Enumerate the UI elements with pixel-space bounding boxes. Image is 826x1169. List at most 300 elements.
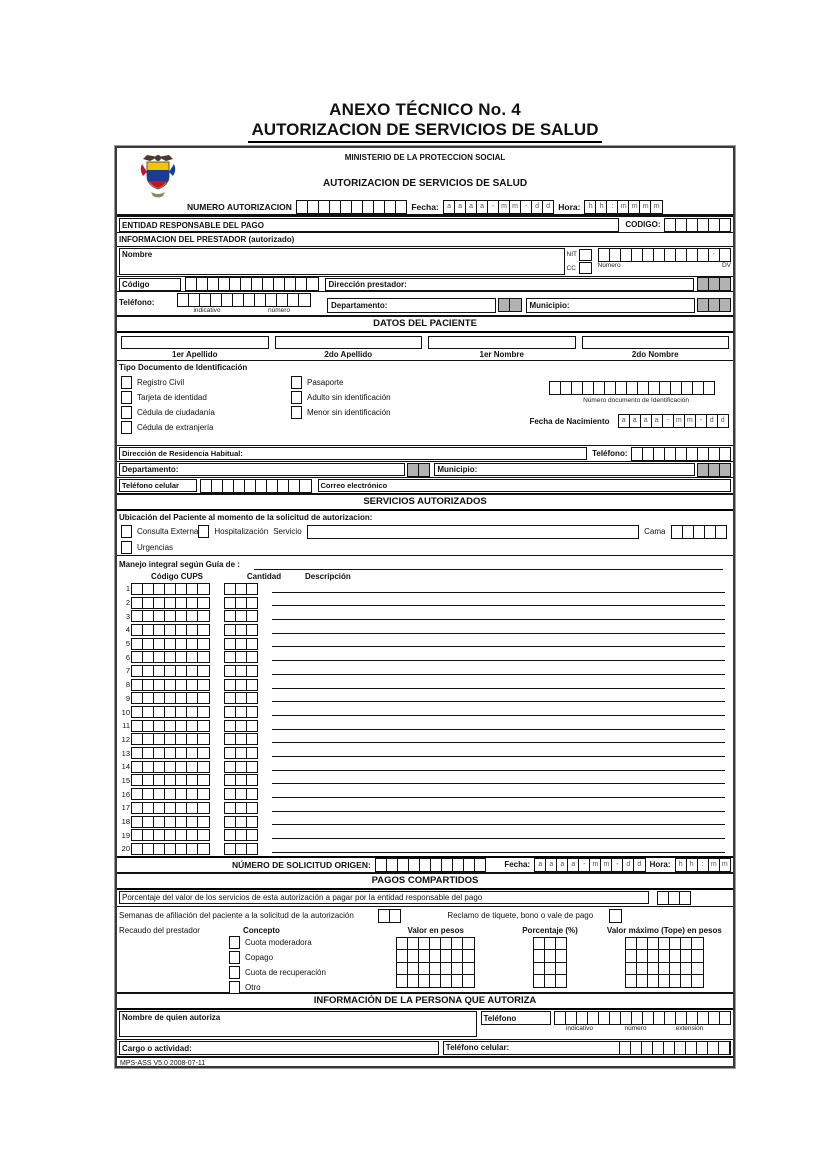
input-cell[interactable]: d — [706, 414, 719, 428]
input-cell[interactable]: m — [617, 200, 630, 214]
cantidad-input — [224, 665, 259, 677]
input-cell[interactable] — [197, 692, 210, 704]
input-cell[interactable] — [197, 706, 210, 718]
tipo-doc-area — [117, 374, 733, 446]
nombre-autoriza-input[interactable]: Nombre de quien autoriza — [119, 1011, 477, 1037]
correo-input[interactable]: Correo electrónico — [318, 479, 732, 492]
checkbox[interactable] — [229, 951, 240, 964]
input-cell[interactable] — [197, 733, 210, 745]
reclamo-label: Reclamo de tiquete, bono o vale de pago — [447, 911, 594, 921]
input-cell[interactable]: - — [487, 200, 500, 214]
paciente-departamento-input[interactable]: Departamento: — [119, 463, 405, 476]
nit-checkbox[interactable] — [579, 249, 592, 261]
authorization-number-row — [117, 200, 733, 214]
descripcion-line[interactable] — [272, 852, 725, 853]
cantidad-input — [224, 583, 259, 595]
input-cell[interactable] — [306, 277, 319, 291]
direccion-residencia-input[interactable]: Dirección de Residencia Habitual: — [119, 447, 587, 460]
solicitud-hora-input — [675, 858, 732, 872]
row-number: 3 — [125, 611, 130, 621]
input-cell[interactable] — [246, 638, 259, 650]
doc-title: ANEXO TÉCNICO No. 4 — [329, 100, 521, 119]
input-cell[interactable] — [197, 610, 210, 622]
prestador-nombre-row — [117, 247, 733, 277]
input-cell[interactable]: a — [567, 858, 580, 872]
row-number: 8 — [125, 680, 130, 690]
checkbox-option — [291, 405, 461, 420]
grid-row — [625, 974, 704, 988]
service-row — [117, 719, 733, 733]
input-cell[interactable]: m — [589, 858, 602, 872]
input-cell[interactable] — [246, 829, 259, 841]
input-cell[interactable] — [197, 829, 210, 841]
prestador-municipio-code — [697, 298, 732, 312]
input-cell[interactable] — [246, 692, 259, 704]
input-cell[interactable] — [246, 843, 259, 855]
col-cantidad-label: Cantidad — [246, 572, 282, 581]
celular-autoriza-input — [619, 1041, 731, 1055]
segundo-apellido-input[interactable] — [275, 336, 423, 349]
descripcion-line[interactable] — [272, 783, 725, 784]
cups-code-input — [131, 774, 210, 786]
cantidad-input — [224, 774, 259, 786]
tope-block — [598, 926, 731, 989]
cups-code-input — [131, 597, 210, 609]
checkbox-option — [121, 420, 291, 435]
input-cell[interactable]: d — [622, 858, 635, 872]
nit-label: NIT — [566, 251, 577, 259]
checkbox[interactable] — [121, 391, 132, 404]
direccion-code-input — [697, 277, 732, 291]
input-cell[interactable]: m — [650, 200, 663, 214]
input-cell[interactable]: a — [443, 200, 456, 214]
entidad-codigo-input — [664, 218, 732, 232]
row-number: 9 — [125, 693, 130, 703]
prestador-telefono-input — [177, 293, 321, 307]
cantidad-input — [224, 788, 259, 800]
input-cell[interactable] — [246, 610, 259, 622]
checkbox[interactable] — [291, 376, 302, 389]
entidad-label[interactable]: ENTIDAD RESPONSABLE DEL PAGO — [119, 218, 619, 232]
checkbox-label: Tarjeta de identidad — [137, 393, 207, 402]
prestador-departamento-input[interactable]: Departamento: — [327, 298, 496, 313]
input-cell[interactable] — [246, 720, 259, 732]
input-cell[interactable] — [197, 583, 210, 595]
descripcion-line[interactable] — [272, 674, 725, 675]
segundo-nombre-input[interactable] — [582, 336, 730, 349]
input-cell[interactable] — [299, 479, 312, 493]
input-cell[interactable] — [246, 747, 259, 759]
input-cell[interactable] — [197, 624, 210, 636]
checkbox-label: Pasaporte — [307, 378, 344, 387]
input-cell[interactable] — [246, 665, 259, 677]
input-cell[interactable] — [246, 788, 259, 800]
prestador-dv-label: DV — [721, 262, 731, 269]
descripcion-line[interactable] — [272, 688, 725, 689]
checkbox-option — [229, 950, 369, 965]
descripcion-line[interactable] — [272, 811, 725, 812]
numero-doc-input — [549, 381, 716, 395]
input-cell[interactable] — [197, 802, 210, 814]
input-cell[interactable] — [197, 761, 210, 773]
paciente-municipio-input[interactable]: Municipio: — [434, 463, 694, 476]
segundo-apellido-label: 2do Apellido — [324, 350, 373, 359]
input-cell[interactable] — [197, 720, 210, 732]
paciente-name-labels — [117, 349, 733, 361]
input-cell[interactable] — [246, 597, 259, 609]
reclamo-input — [609, 909, 622, 923]
cups-code-input — [131, 802, 210, 814]
primer-apellido-input[interactable] — [121, 336, 269, 349]
input-cell[interactable] — [197, 679, 210, 691]
descripcion-line[interactable] — [272, 646, 725, 647]
input-cell[interactable] — [679, 891, 692, 905]
input-cell[interactable] — [395, 200, 408, 214]
input-cell[interactable] — [197, 638, 210, 650]
checkbox-label: Registro Civil — [137, 378, 185, 387]
checkbox[interactable] — [121, 525, 132, 538]
checkbox[interactable] — [229, 966, 240, 979]
concepto-block — [229, 926, 369, 995]
form-header — [117, 148, 733, 216]
solicitud-origen-row — [117, 856, 733, 873]
servicio-label: Servicio — [273, 527, 302, 536]
cargo-row — [117, 1040, 733, 1057]
service-row — [117, 733, 733, 747]
numero-doc-label: Número documento de Identificación — [583, 397, 689, 404]
cantidad-input — [224, 706, 259, 718]
input-cell[interactable] — [691, 974, 704, 988]
checkbox-label: Hospitalización — [214, 527, 269, 536]
input-cell[interactable] — [197, 843, 210, 855]
porcentaje-row — [117, 890, 733, 907]
descripcion-line[interactable] — [272, 838, 725, 839]
autoriza-numero-label: número — [624, 1024, 647, 1032]
service-row — [117, 582, 733, 596]
service-row — [117, 650, 733, 664]
input-cell[interactable]: m — [673, 414, 686, 428]
input-cell[interactable] — [509, 298, 522, 312]
valor-label: Valor en pesos — [407, 925, 464, 935]
input-cell[interactable] — [719, 1011, 732, 1025]
valor-block — [369, 926, 502, 989]
input-cell[interactable]: - — [520, 200, 533, 214]
cups-code-input — [131, 733, 210, 745]
cups-code-input — [131, 747, 210, 759]
indicativo-label: indicativo — [193, 307, 221, 314]
input-cell[interactable]: m — [628, 200, 641, 214]
input-cell[interactable]: d — [633, 858, 646, 872]
input-cell[interactable] — [719, 447, 732, 461]
input-cell[interactable]: d — [531, 200, 544, 214]
cups-code-input — [131, 665, 210, 677]
input-cell[interactable] — [719, 277, 732, 291]
cantidad-input — [224, 651, 259, 663]
input-cell[interactable]: a — [465, 200, 478, 214]
input-cell[interactable]: m — [719, 858, 732, 872]
checkbox[interactable] — [229, 936, 240, 949]
paciente-telefono-input — [631, 447, 732, 461]
row-number: 10 — [121, 707, 130, 717]
semanas-input — [378, 909, 402, 923]
checkbox-label: Cuota de recuperación — [245, 967, 326, 977]
input-cell[interactable] — [246, 802, 259, 814]
cups-code-input — [131, 692, 210, 704]
porcentaje-input — [657, 891, 692, 905]
prestador-telefono-label: Teléfono: — [119, 298, 155, 307]
prestador-municipio-input[interactable]: Municipio: — [526, 298, 695, 313]
checkbox-option — [121, 390, 291, 405]
input-cell[interactable]: m — [509, 200, 522, 214]
checkbox[interactable] — [121, 376, 132, 389]
input-cell[interactable]: h — [675, 858, 688, 872]
checkbox-label: Adulto sin identificación — [307, 393, 391, 402]
input-cell[interactable] — [389, 909, 402, 923]
input-cell[interactable]: h — [686, 858, 699, 872]
cargo-input[interactable]: Cargo o actividad: — [119, 1041, 439, 1055]
manejo-label: Manejo integral según Guía de : — [119, 559, 240, 569]
prestador-nombre-input[interactable]: Nombre — [119, 248, 565, 275]
cups-code-input — [131, 624, 210, 636]
checkbox[interactable] — [121, 421, 132, 434]
prestador-telefono-block — [177, 293, 321, 314]
prestador-numero-input — [598, 248, 732, 262]
prestador-telefono-row — [117, 292, 733, 316]
checkbox-option — [121, 540, 173, 555]
paciente-departamento-code — [407, 463, 431, 477]
service-row — [117, 828, 733, 842]
service-table — [117, 582, 733, 856]
input-cell[interactable]: - — [695, 414, 708, 428]
descripcion-line[interactable] — [272, 592, 725, 593]
numero-autorizacion-label: NUMERO AUTORIZACION — [187, 202, 292, 212]
cups-code-input — [131, 720, 210, 732]
cantidad-input — [224, 610, 259, 622]
valor-grid — [396, 937, 475, 989]
input-cell[interactable] — [197, 816, 210, 828]
service-row — [117, 678, 733, 692]
input-cell[interactable] — [718, 1041, 731, 1055]
descripcion-line[interactable] — [272, 605, 725, 606]
descripcion-line[interactable] — [272, 742, 725, 743]
input-cell[interactable] — [474, 858, 487, 872]
row-number: 18 — [121, 817, 130, 827]
input-cell[interactable] — [246, 761, 259, 773]
input-cell[interactable]: m — [600, 858, 613, 872]
input-cell[interactable]: - — [578, 858, 591, 872]
autoriza-nombre-row — [117, 1010, 733, 1040]
checkbox[interactable] — [291, 391, 302, 404]
row-number: 20 — [121, 844, 130, 854]
input-cell[interactable] — [246, 774, 259, 786]
cups-code-input — [131, 651, 210, 663]
descripcion-line[interactable] — [272, 797, 725, 798]
input-cell[interactable]: : — [697, 858, 710, 872]
row-number: 12 — [121, 734, 130, 744]
porcentaje-col-label: Porcentaje (%) — [522, 925, 578, 935]
checkbox[interactable] — [121, 541, 132, 554]
service-row — [117, 596, 733, 610]
autoriza-indicativo-label: indicativo — [565, 1024, 594, 1032]
input-cell[interactable] — [609, 909, 622, 923]
cups-code-input — [131, 706, 210, 718]
checkbox-option — [291, 375, 461, 390]
service-row — [117, 692, 733, 706]
input-cell[interactable]: a — [556, 858, 569, 872]
input-cell[interactable] — [298, 293, 311, 307]
input-cell[interactable] — [246, 624, 259, 636]
checkbox[interactable] — [198, 525, 209, 538]
cama-label: Cama — [644, 527, 666, 536]
input-cell[interactable]: m — [639, 200, 652, 214]
prestador-codigo-label: Código — [119, 278, 181, 291]
recaudo-block — [117, 925, 733, 993]
service-row — [117, 815, 733, 829]
input-cell[interactable] — [246, 651, 259, 663]
descripcion-line[interactable] — [272, 633, 725, 634]
descripcion-line[interactable] — [272, 824, 725, 825]
ubicacion-label: Ubicación del Paciente al momento de la solicitud de autorizacion: — [119, 512, 373, 522]
input-cell[interactable]: m — [708, 858, 721, 872]
descripcion-line[interactable] — [272, 756, 725, 757]
checkbox[interactable] — [291, 406, 302, 419]
row-number: 13 — [121, 748, 130, 758]
input-cell[interactable] — [719, 218, 732, 232]
col-cups-label: Código CUPS — [151, 572, 203, 581]
input-cell[interactable]: - — [662, 414, 675, 428]
checkbox[interactable] — [121, 406, 132, 419]
input-cell[interactable] — [555, 974, 568, 988]
numero-autorizacion-input — [296, 200, 408, 214]
service-row — [117, 801, 733, 815]
input-cell[interactable]: a — [629, 414, 642, 428]
input-cell[interactable]: h — [595, 200, 608, 214]
cantidad-input — [224, 802, 259, 814]
input-cell[interactable] — [197, 774, 210, 786]
col-descripcion-label: Descripción — [305, 572, 351, 581]
input-cell[interactable] — [719, 298, 732, 312]
descripcion-line[interactable] — [272, 701, 725, 702]
service-row — [117, 787, 733, 801]
doc-types-col2 — [291, 375, 461, 420]
input-cell[interactable] — [418, 463, 431, 477]
doc-types-col1 — [121, 375, 291, 435]
input-cell[interactable] — [197, 788, 210, 800]
input-cell[interactable] — [246, 733, 259, 745]
checkbox-option — [121, 405, 291, 420]
service-row — [117, 609, 733, 623]
tope-grid — [625, 937, 704, 989]
input-cell[interactable]: a — [476, 200, 489, 214]
input-cell[interactable] — [197, 597, 210, 609]
input-cell[interactable]: a — [545, 858, 558, 872]
porcentaje-grid — [533, 937, 568, 989]
input-cell[interactable] — [197, 665, 210, 677]
service-row — [117, 760, 733, 774]
paciente-name-inputs — [117, 333, 733, 349]
input-cell[interactable]: a — [640, 414, 653, 428]
primer-apellido-label: 1er Apellido — [172, 350, 218, 359]
form-title: AUTORIZACION DE SERVICIOS DE SALUD — [322, 178, 528, 189]
descripcion-line[interactable] — [272, 770, 725, 771]
input-cell[interactable] — [246, 583, 259, 595]
prestador-numero-label: Número — [597, 262, 621, 269]
cantidad-input — [224, 761, 259, 773]
input-cell[interactable]: h — [584, 200, 597, 214]
cantidad-input — [224, 843, 259, 855]
cantidad-input — [224, 692, 259, 704]
cantidad-input — [224, 733, 259, 745]
input-cell[interactable]: m — [498, 200, 511, 214]
input-cell[interactable]: m — [684, 414, 697, 428]
descripcion-line[interactable] — [272, 729, 725, 730]
cc-checkbox[interactable] — [579, 262, 592, 274]
segundo-nombre-label: 2do Nombre — [631, 350, 679, 359]
checkbox-label: Menor sin identificación — [307, 408, 391, 417]
cantidad-input — [224, 638, 259, 650]
input-cell[interactable] — [462, 974, 475, 988]
service-table-header — [117, 572, 733, 582]
celular-autoriza-label: Teléfono celular: — [445, 1043, 510, 1053]
input-cell[interactable] — [719, 248, 732, 262]
cups-code-input — [131, 816, 210, 828]
service-row — [117, 623, 733, 637]
input-cell[interactable] — [246, 816, 259, 828]
tope-label: Valor máximo (Tope) en pesos — [606, 925, 722, 935]
manejo-input-line[interactable] — [254, 569, 723, 570]
descripcion-line[interactable] — [272, 619, 725, 620]
row-number: 11 — [122, 721, 130, 731]
input-cell[interactable]: a — [651, 414, 664, 428]
row-number: 14 — [121, 762, 130, 772]
primer-nombre-input[interactable] — [428, 336, 576, 349]
input-cell[interactable] — [197, 651, 210, 663]
input-cell[interactable] — [246, 706, 259, 718]
concepto-label: Concepto — [243, 925, 280, 935]
servicio-input[interactable] — [307, 525, 640, 539]
authorization-form — [115, 146, 735, 1068]
input-cell[interactable]: a — [454, 200, 467, 214]
input-cell[interactable]: - — [611, 858, 624, 872]
input-cell[interactable]: - — [708, 248, 721, 262]
input-cell[interactable] — [715, 525, 728, 539]
input-cell[interactable] — [197, 747, 210, 759]
input-cell[interactable]: a — [534, 858, 547, 872]
direccion-prestador-input[interactable]: Dirección prestador: — [325, 278, 694, 291]
cups-code-input — [131, 788, 210, 800]
input-cell[interactable] — [703, 381, 716, 395]
descripcion-line[interactable] — [272, 715, 725, 716]
input-cell[interactable]: : — [606, 200, 619, 214]
row-number: 2 — [125, 598, 130, 608]
service-row — [117, 746, 733, 760]
input-cell[interactable] — [719, 463, 732, 477]
input-cell[interactable]: d — [542, 200, 555, 214]
cups-code-input — [131, 638, 210, 650]
row-number: 15 — [121, 775, 130, 785]
input-cell[interactable]: d — [717, 414, 730, 428]
cups-code-input — [131, 610, 210, 622]
service-row — [117, 705, 733, 719]
descripcion-line[interactable] — [272, 660, 725, 661]
row-number: 4 — [125, 625, 130, 635]
checkbox-label: Cédula de extranjería — [137, 423, 214, 432]
input-cell[interactable]: a — [618, 414, 631, 428]
cups-code-input — [131, 583, 210, 595]
input-cell[interactable] — [246, 679, 259, 691]
grid-row — [533, 974, 568, 988]
hora-input — [584, 200, 663, 214]
